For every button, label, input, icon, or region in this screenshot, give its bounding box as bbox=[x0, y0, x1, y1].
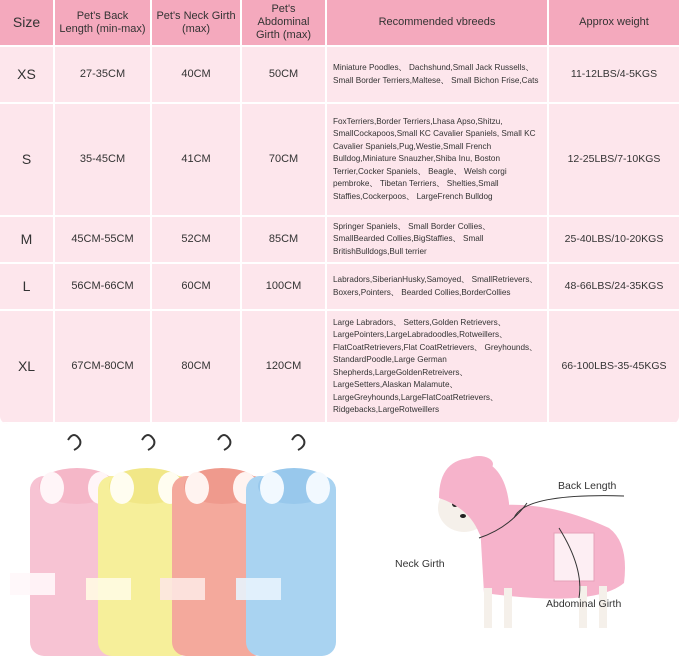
header-weight: Approx weight bbox=[549, 0, 679, 47]
header-abdominal-girth: Pet's Abdominal Girth (max) bbox=[242, 0, 327, 47]
header-back-length: Pet's Back Length (min-max) bbox=[55, 0, 152, 47]
row-l-size: L bbox=[0, 264, 55, 311]
row-xs-neck: 40CM bbox=[152, 47, 242, 104]
row-xl-abdominal: 120CM bbox=[242, 311, 327, 424]
row-s-breeds: FoxTerriers,Border Terriers,Lhasa Apso,Shitzu, SmallCockapoos,Small KC Cavalier Spaniels, Small KC Cavalier Spaniels,Pug,Westie,Small French Bulldog,Miniature Snauzher,Shiba Inu, Boston Terrier,Cocker Spaniels、 Beagle、 Welsh corgi pembroke、 Tibetan Terriers、 Shelties,Small Staffies,Cockerpoos、 LargeFrench Bulldog bbox=[327, 104, 549, 217]
towel-blue bbox=[236, 435, 336, 656]
row-xs-weight: 11-12LBS/4-5KGS bbox=[549, 47, 679, 104]
header-size: Size bbox=[0, 0, 55, 47]
row-m-weight: 25-40LBS/10-20KGS bbox=[549, 217, 679, 264]
row-s-size: S bbox=[0, 104, 55, 217]
row-xl-back: 67CM-80CM bbox=[55, 311, 152, 424]
row-l-neck: 60CM bbox=[152, 264, 242, 311]
product-photos bbox=[0, 428, 679, 663]
row-l-back: 56CM-66CM bbox=[55, 264, 152, 311]
dog-measurement-diagram bbox=[379, 428, 679, 663]
row-s-abdominal: 70CM bbox=[242, 104, 327, 217]
header-breeds: Recommended vbreeds bbox=[327, 0, 549, 47]
row-s-back: 35-45CM bbox=[55, 104, 152, 217]
row-xl-breeds: Large Labradors、 Setters,Golden Retrievers、 LargePointers,LargeLabradoodles,Rotweillers、 FlatCoatRetrievers,Flat CoatRetrievers、 Greyhounds、 StandardPoodle,Large German Shepherds,LargeGoldenRetreivers、 LargeSetters,Alaskan Malamute、 LargeGreyhounds,LargeFlatCoatRetrievers、 Ridgebacks,LargeRotweillers bbox=[327, 311, 549, 424]
row-xs-abdominal: 50CM bbox=[242, 47, 327, 104]
row-m-back: 45CM-55CM bbox=[55, 217, 152, 264]
row-xs-breeds: Miniature Poodles、 Dachshund,Small Jack Russells、 Small Border Terriers,Maltese、 Small Bichon Frise,Cats bbox=[327, 47, 549, 104]
row-m-abdominal: 85CM bbox=[242, 217, 327, 264]
back-length-label: Back Length bbox=[558, 480, 617, 492]
row-xl-size: XL bbox=[0, 311, 55, 424]
row-l-weight: 48-66LBS/24-35KGS bbox=[549, 264, 679, 311]
towel-products-image bbox=[0, 428, 340, 663]
header-neck-girth: Pet's Neck Girth (max) bbox=[152, 0, 242, 47]
row-l-breeds: Labradors,SiberianHusky,Samoyed、 SmallRetrievers、 Boxers,Pointers、 Bearded Collies,BorderCollies bbox=[327, 264, 549, 311]
row-xs-size: XS bbox=[0, 47, 55, 104]
row-l-abdominal: 100CM bbox=[242, 264, 327, 311]
row-m-neck: 52CM bbox=[152, 217, 242, 264]
neck-girth-label: Neck Girth bbox=[395, 558, 445, 570]
row-xl-weight: 66-100LBS-35-45KGS bbox=[549, 311, 679, 424]
row-s-weight: 12-25LBS/7-10KGS bbox=[549, 104, 679, 217]
row-xs-back: 27-35CM bbox=[55, 47, 152, 104]
row-m-size: M bbox=[0, 217, 55, 264]
row-xl-neck: 80CM bbox=[152, 311, 242, 424]
abdominal-girth-label: Abdominal Girth bbox=[546, 598, 622, 610]
row-s-neck: 41CM bbox=[152, 104, 242, 217]
row-m-breeds: Springer Spaniels、 Small Border Collies、 SmallBearded Collies,BigStaffies、 Small BritishBulldogs,Bull terrier bbox=[327, 217, 549, 264]
